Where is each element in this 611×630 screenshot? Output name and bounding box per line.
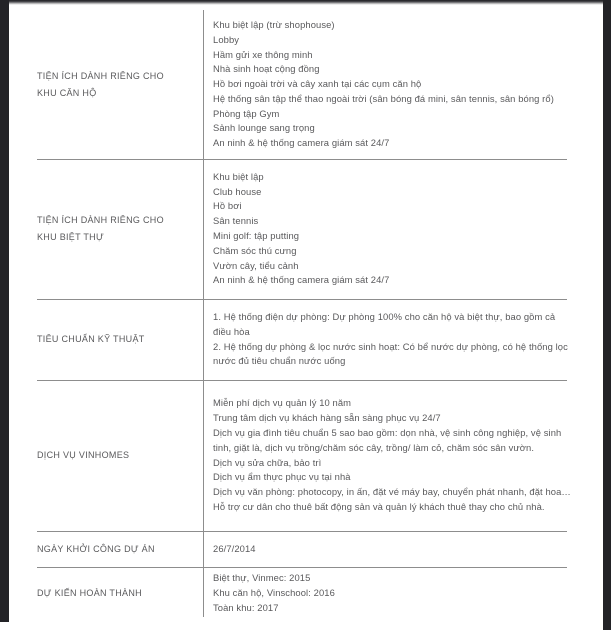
value-line: Nhà sinh hoạt cộng đồng (213, 63, 320, 75)
row-label: DỰ KIẾN HOÀN THÀNH (37, 588, 142, 598)
table-row-expected-completion (0, 567, 603, 620)
value-line: Hồ bơi (213, 200, 242, 212)
table-row-groundbreaking-date (0, 531, 603, 567)
value-line: Dịch vụ sửa chữa, bảo trì (213, 456, 322, 468)
value-line: Club house (213, 185, 262, 197)
top-frame-strip (0, 0, 611, 5)
value-line: Dịch vụ văn phòng: photocopy, in ấn, đặt vé máy bay, chuyển phát nhanh, đặt hoa… (213, 486, 571, 498)
row-label: TIÊU CHUẨN KỸ THUẬT (37, 334, 145, 344)
table-row-apartment-amenities (0, 10, 603, 159)
value-line: Toàn khu: 2017 (213, 601, 279, 613)
row-label: TIỆN ÍCH DÀNH RIÊNG CHO KHU CĂN HỘ (37, 70, 164, 98)
row-values (203, 310, 603, 369)
value-line: An ninh & hệ thống camera giám sát 24/7 (213, 137, 390, 149)
row-values (203, 18, 603, 151)
value-line: Hệ thống sân tập thể thao ngoài trời (sân bóng đá mini, sân tennis, sân bóng rổ) (213, 92, 554, 104)
value-line: 2. Hệ thống dự phòng & lọc nước sinh hoạt: Có bể nước dự phòng, có hệ thống lọc nước đủ tiêu chuẩn nước uống (213, 340, 568, 367)
value-line: Khu căn hộ, Vinschool: 2016 (213, 587, 335, 599)
table-row-villa-amenities (0, 159, 603, 299)
value-line: Khu biệt lập (trừ shophouse) (213, 18, 335, 30)
row-values (203, 542, 603, 557)
value-line: Biệt thự, Vinmec: 2015 (213, 572, 311, 584)
row-label: NGÀY KHỞI CÔNG DỰ ÁN (37, 543, 155, 554)
value-line: 1. Hệ thống điện dự phòng: Dự phòng 100% cho căn hộ và biệt thự, bao gồm cả điều hòa (213, 310, 556, 337)
row-values (203, 571, 603, 615)
value-line: Khu biệt lập (213, 170, 264, 182)
value-line: Mini golf: tập putting (213, 230, 300, 241)
row-values (203, 396, 603, 514)
value-line: Chăm sóc thú cưng (213, 244, 297, 256)
value-line: Trung tâm dịch vụ khách hàng sẵn sàng phục vụ 24/7 (213, 412, 441, 424)
value-line: Hầm gửi xe thông minh (213, 48, 313, 60)
right-frame-bar (603, 0, 611, 630)
value-line: Miễn phí dịch vụ quản lý 10 năm (213, 397, 352, 409)
value-line: Vườn cây, tiểu cảnh (213, 259, 299, 271)
value-line: An ninh & hệ thống camera giám sát 24/7 (213, 274, 390, 286)
value-line: 26/7/2014 (213, 542, 256, 554)
row-label: DỊCH VỤ VINHOMES (37, 450, 130, 460)
value-line: Sân tennis (213, 215, 259, 227)
value-line: Lobby (213, 33, 240, 45)
row-values (203, 170, 603, 288)
table-row-vinhomes-services (0, 380, 603, 531)
table-row-technical-standards (0, 299, 603, 380)
row-label: TIỆN ÍCH DÀNH RIÊNG CHO KHU BIỆT THỰ (37, 215, 164, 242)
value-line: Dịch vụ gia đình tiêu chuẩn 5 sao bao gồm: dọn nhà, vệ sinh công nghiệp, vệ sinh tinh, giặt là, dịch vụ trồng/chăm sóc cây, trồng/ làm cỏ, chăm sóc sân vườn. (213, 426, 562, 453)
value-line: Phòng tập Gym (213, 107, 280, 119)
value-line: Hồ bơi ngoài trời và cây xanh tại các cụm căn hộ (213, 78, 422, 90)
value-line: Dịch vụ ẩm thực phục vụ tại nhà (213, 471, 351, 483)
value-line: Sảnh lounge sang trọng (213, 122, 315, 134)
value-line: Hỗ trợ cư dân cho thuê bất động sản và quản lý khách thuê thay cho chủ nhà. (213, 500, 545, 512)
